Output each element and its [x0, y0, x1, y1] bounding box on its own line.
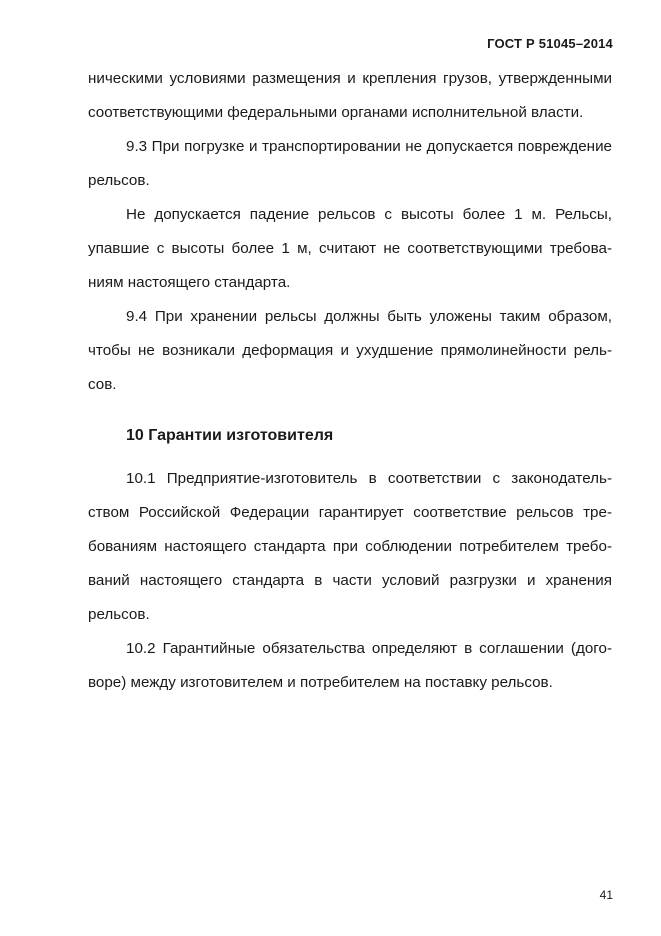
paragraph-9-3: 9.3 При погрузке и транспортировании не допускается повреждение рельсов. — [88, 138, 612, 189]
document-body — [88, 62, 612, 700]
page-number: 41 — [599, 888, 613, 902]
paragraph-10-1: 10.1 Предприятие-изготовитель в соответствии с законодательством Российской Федерации гарантирует соответствие рельсов требованиям настоящего стандарта при соблюдении потребителем требований настоящего стандарта в части условий разгрузки и хранения рельсов. — [88, 470, 612, 623]
section-heading-10: 10 Гарантии изготовителя — [126, 427, 334, 444]
paragraph-continuation: ническими условиями размещения и крепления грузов, утвержденными соответствующими федеральными органами исполнительной власти. — [88, 70, 612, 121]
paragraph-10-2: 10.2 Гарантийные обязательства определяют в соглашении (договоре) между изготовителем и потребителем на поставку рельсов. — [88, 640, 612, 691]
document-header-code: ГОСТ Р 51045–2014 — [487, 36, 613, 51]
paragraph-fall-height: Не допускается падение рельсов с высоты более 1 м. Рельсы, упавшие с высоты более 1 м, считают не соответствующими требованиям настоящего стандарта. — [88, 206, 612, 291]
paragraph-9-4: 9.4 При хранении рельсы должны быть уложены таким образом, чтобы не возникали деформация и ухудшение прямолинейности рельсов. — [88, 308, 612, 393]
